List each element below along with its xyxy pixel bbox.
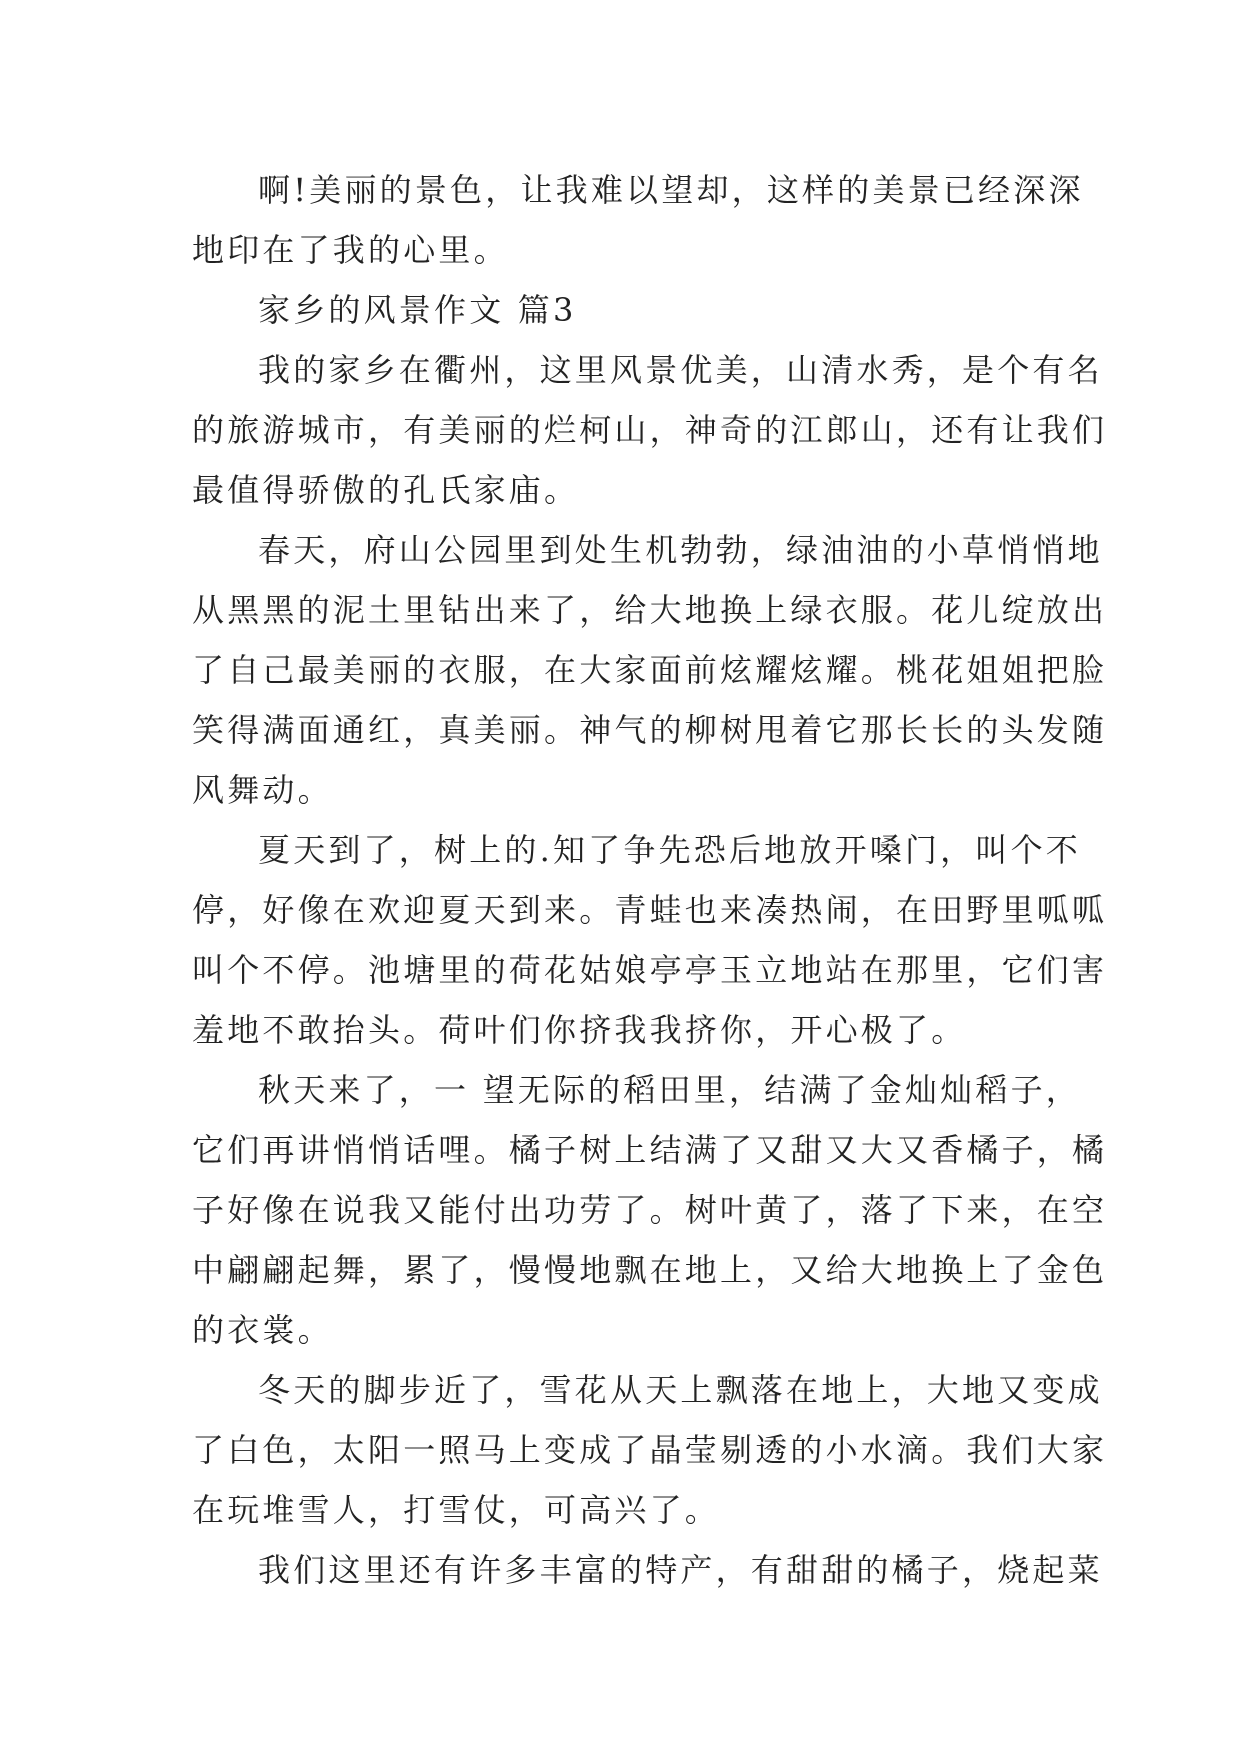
- text-line: 停，好像在欢迎夏天到来。青蛙也来凑热闹，在田野里呱呱: [192, 891, 1108, 929]
- text-line: 冬天的脚步近了，雪花从天上飘落在地上，大地又变成: [258, 1371, 1103, 1409]
- document-body: [192, 160, 1108, 1600]
- text-line: 我们这里还有许多丰富的特产，有甜甜的橘子，烧起菜: [258, 1551, 1103, 1589]
- text-line: 我的家乡在衢州，这里风景优美，山清水秀，是个有名: [258, 351, 1103, 389]
- text-line: 夏天到了，树上的.知了争先恐后地放开嗓门，叫个不: [258, 831, 1081, 869]
- text-line: 地印在了我的心里。: [192, 231, 509, 269]
- text-line: 的衣裳。: [192, 1311, 333, 1349]
- section-heading: 家乡的风景作文 篇3: [258, 291, 577, 329]
- text-line: 它们再讲悄悄话哩。橘子树上结满了又甜又大又香橘子，橘: [192, 1131, 1108, 1169]
- text-line: 最值得骄傲的孔氏家庙。: [192, 471, 580, 509]
- text-line: 风舞动。: [192, 771, 333, 809]
- text-line: 的旅游城市，有美丽的烂柯山，神奇的江郎山，还有让我们: [192, 411, 1108, 449]
- text-line: 中翩翩起舞，累了，慢慢地飘在地上，又给大地换上了金色: [192, 1251, 1108, 1289]
- text-line: 从黑黑的泥土里钻出来了，给大地换上绿衣服。花儿绽放出: [192, 591, 1108, 629]
- text-line: 叫个不停。池塘里的荷花姑娘亭亭玉立地站在那里，它们害: [192, 951, 1108, 989]
- text-line: 啊!美丽的景色，让我难以望却，这样的美景已经深深: [258, 171, 1084, 209]
- text-line: 羞地不敢抬头。荷叶们你挤我我挤你，开心极了。: [192, 1011, 967, 1049]
- text-line: 子好像在说我又能付出功劳了。树叶黄了，落了下来，在空: [192, 1191, 1108, 1229]
- text-line: 笑得满面通红，真美丽。神气的柳树甩着它那长长的头发随: [192, 711, 1108, 749]
- text-line: 了自己最美丽的衣服，在大家面前炫耀炫耀。桃花姐姐把脸: [192, 651, 1108, 689]
- text-line: 在玩堆雪人，打雪仗，可高兴了。: [192, 1491, 721, 1529]
- text-line: 秋天来了，一 望无际的稻田里，结满了金灿灿稻子，: [258, 1071, 1081, 1109]
- text-line: 了白色，太阳一照马上变成了晶莹剔透的小水滴。我们大家: [192, 1431, 1108, 1469]
- text-line: 春天，府山公园里到处生机勃勃，绿油油的小草悄悄地: [258, 531, 1103, 569]
